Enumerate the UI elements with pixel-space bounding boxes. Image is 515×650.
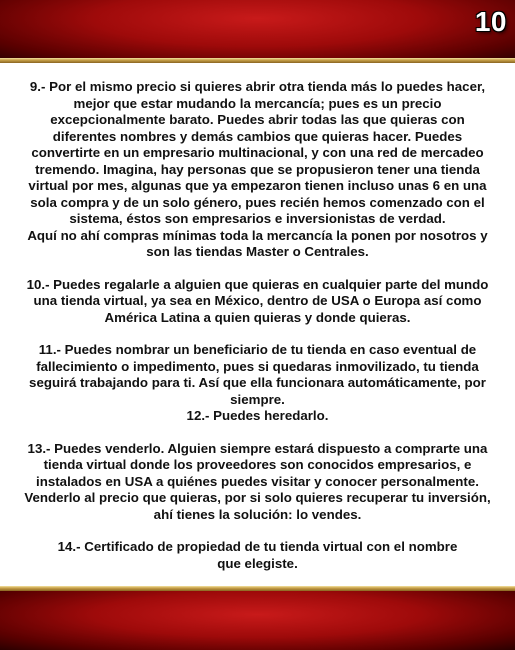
paragraph-gap <box>6 523 509 539</box>
header-band <box>0 0 515 62</box>
paragraph-9: 9.- Por el mismo precio si quieres abrir otra tienda más lo puedes hacer, mejor que estar mudando la mercancía; pues es un precio excepcionalmente barato. Puedes abrir todas las que quieras con diferentes nombres y demás cambios que quieras hacer. Puedes convertirte en un empresario multinacional, y con una red de mercadeo tremendo. Imagina, hay personas que se propusieron tener una tienda virtual por mes, algunas que ya empezaron tienen incluso unas 6 en una sola compra y de un solo género, pues recién hemos comenzado con el sistema, éstos son empresarios e inversionistas de verdad. Aquí no ahí compras mínimas toda la mercancía la ponen por nosotros y son las tiendas Master o Centrales. <box>27 79 488 259</box>
paragraph-14: 14.- Certificado de propiedad de tu tienda virtual con el nombre que elegiste. <box>57 539 458 571</box>
paragraph-11-12: 11.- Puedes nombrar un beneficiario de tu tienda en caso eventual de fallecimiento o impedimento, pues si quedaras inmovilizado, tu tienda seguirá trabajando para ti. Así que ella funcionara automáticamente, por siempre. 12.- Puedes heredarlo. <box>29 342 486 423</box>
page-content <box>0 63 515 586</box>
paragraph-gap <box>6 425 509 441</box>
page-number: 10 <box>474 6 507 37</box>
paragraph-gap <box>6 326 509 342</box>
text-block <box>6 79 509 572</box>
footer-band <box>0 591 515 650</box>
paragraph-13: 13.- Puedes venderlo. Alguien siempre estará dispuesto a comprarte una tienda virtual donde los proveedores son conocidos empresarios, e instalados en USA a quiénes puedes visitar y conocer personalmente. Venderlo al precio que quieras, por si solo quieres recuperar tu inversión, ahí tienes la solución: lo vendes. <box>24 440 491 522</box>
paragraph-gap <box>6 261 509 277</box>
paragraph-10: 10.- Puedes regalarle a alguien que quieras en cualquier parte del mundo una tienda virtual, ya sea en México, dentro de USA o Europa así como América Latina a quien quieras y donde quieras. <box>26 276 489 325</box>
